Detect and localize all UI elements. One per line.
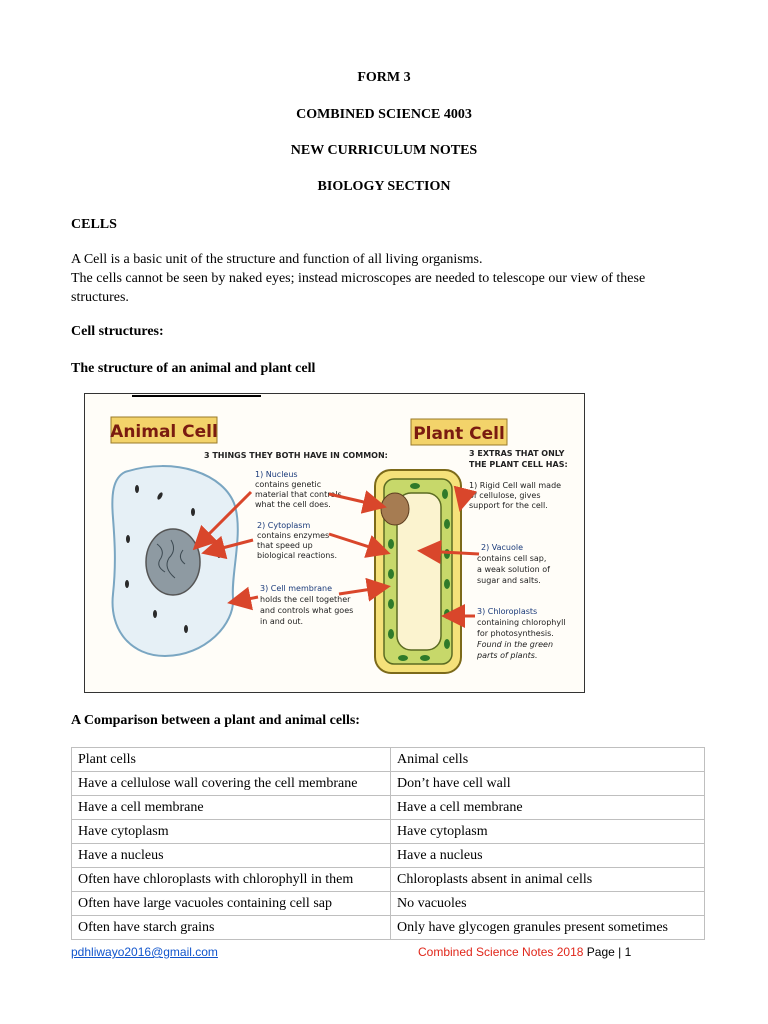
footer-page: Page | 1 — [586, 945, 632, 959]
cytoplasm-3: that speed up — [257, 541, 313, 550]
animal-nucleus — [146, 529, 200, 595]
table-cell: Don’t have cell wall — [391, 772, 705, 796]
table-cell: Have cytoplasm — [391, 820, 705, 844]
table-cell: Have a cell membrane — [391, 796, 705, 820]
membrane-1: 3) Cell membrane — [260, 584, 333, 593]
table-row — [72, 916, 705, 940]
table-cell: Have a cell membrane — [72, 796, 391, 820]
membrane-2: holds the cell together — [260, 595, 351, 604]
subheading-cell-structures: Cell structures: — [71, 324, 164, 339]
vacuole-4: sugar and salts. — [477, 576, 541, 585]
table-cell: Have a nucleus — [391, 844, 705, 868]
comparison-table — [71, 747, 705, 940]
table-row — [72, 868, 705, 892]
intro-line-3: structures. — [71, 290, 129, 305]
vacuole-2: contains cell sap, — [477, 554, 547, 563]
table-cell: Often have chloroplasts with chlorophyll in them — [72, 868, 391, 892]
footer-notes: Combined Science Notes 2018 — [418, 945, 584, 959]
table-row — [72, 892, 705, 916]
intro-line-2: The cells cannot be seen by naked eyes; instead microscopes are needed to telescope our view of these — [71, 271, 646, 286]
table-row — [72, 844, 705, 868]
table-row — [72, 820, 705, 844]
animal-title: Animal Cell — [110, 422, 218, 442]
vacuole-1: 2) Vacuole — [481, 543, 524, 552]
table-cell: Often have large vacuoles containing cell sap — [72, 892, 391, 916]
header-notes: NEW CURRICULUM NOTES — [290, 143, 478, 158]
table-row — [72, 748, 705, 772]
extras-heading-1: 3 EXTRAS THAT ONLY — [469, 449, 565, 458]
header-form: FORM 3 — [357, 70, 411, 85]
table-cell: Chloroplasts absent in animal cells — [391, 868, 705, 892]
nucleus-2: contains genetic — [255, 480, 322, 489]
extras-heading-2: THE PLANT CELL HAS: — [469, 460, 568, 469]
nucleus-1: 1) Nucleus — [255, 470, 298, 479]
table-cell: Have a cellulose wall covering the cell membrane — [72, 772, 391, 796]
cytoplasm-4: biological reactions. — [257, 551, 338, 560]
vacuole-3: a weak solution of — [477, 565, 550, 574]
chloroplasts-4: Found in the green — [477, 640, 554, 649]
table-cell: Often have starch grains — [72, 916, 391, 940]
cellwall-1: 1) Rigid Cell wall made — [469, 481, 562, 490]
table-cell: Animal cells — [391, 748, 705, 772]
comparison-heading: A Comparison between a plant and animal cells: — [71, 713, 360, 728]
chloroplasts-1: 3) Chloroplasts — [477, 607, 538, 616]
subheading-structure: The structure of an animal and plant cell — [71, 361, 316, 376]
section-title: CELLS — [71, 217, 117, 232]
cellwall-3: support for the cell. — [469, 501, 548, 510]
chloroplasts-2: containing chlorophyll — [477, 618, 566, 627]
table-row — [72, 796, 705, 820]
arrow-nucleus-plant — [329, 494, 381, 506]
membrane-3: and controls what goes — [260, 606, 354, 615]
table-cell: Have a nucleus — [72, 844, 391, 868]
nucleus-4: what the cell does. — [255, 500, 331, 509]
cell-diagram — [84, 393, 585, 693]
plant-nucleus — [381, 493, 409, 525]
header-subject: COMBINED SCIENCE 4003 — [296, 107, 472, 122]
table-cell: No vacuoles — [391, 892, 705, 916]
table-row — [72, 772, 705, 796]
chloroplasts-3: for photosynthesis. — [477, 629, 554, 638]
cytoplasm-2: contains enzymes — [257, 531, 330, 540]
table-cell: Plant cells — [72, 748, 391, 772]
membrane-4: in and out. — [260, 617, 304, 626]
nucleus-3: material that controls — [255, 490, 342, 499]
common-heading: 3 THINGS THEY BOTH HAVE IN COMMON: — [204, 451, 388, 460]
chloroplasts-5: parts of plants. — [477, 651, 538, 660]
cell-diagram-svg — [85, 394, 584, 692]
cytoplasm-1: 2) Cytoplasm — [257, 521, 311, 530]
header-section: BIOLOGY SECTION — [317, 179, 451, 194]
footer-email-link[interactable]: pdhliwayo2016@gmail.com — [71, 945, 218, 959]
cellwall-2: of cellulose, gives — [469, 491, 541, 500]
arrow-membrane-animal — [233, 597, 258, 602]
table-cell: Have cytoplasm — [72, 820, 391, 844]
table-cell: Only have glycogen granules present sometimes — [391, 916, 705, 940]
plant-title: Plant Cell — [413, 424, 505, 444]
intro-line-1: A Cell is a basic unit of the structure and function of all living organisms. — [71, 252, 483, 267]
